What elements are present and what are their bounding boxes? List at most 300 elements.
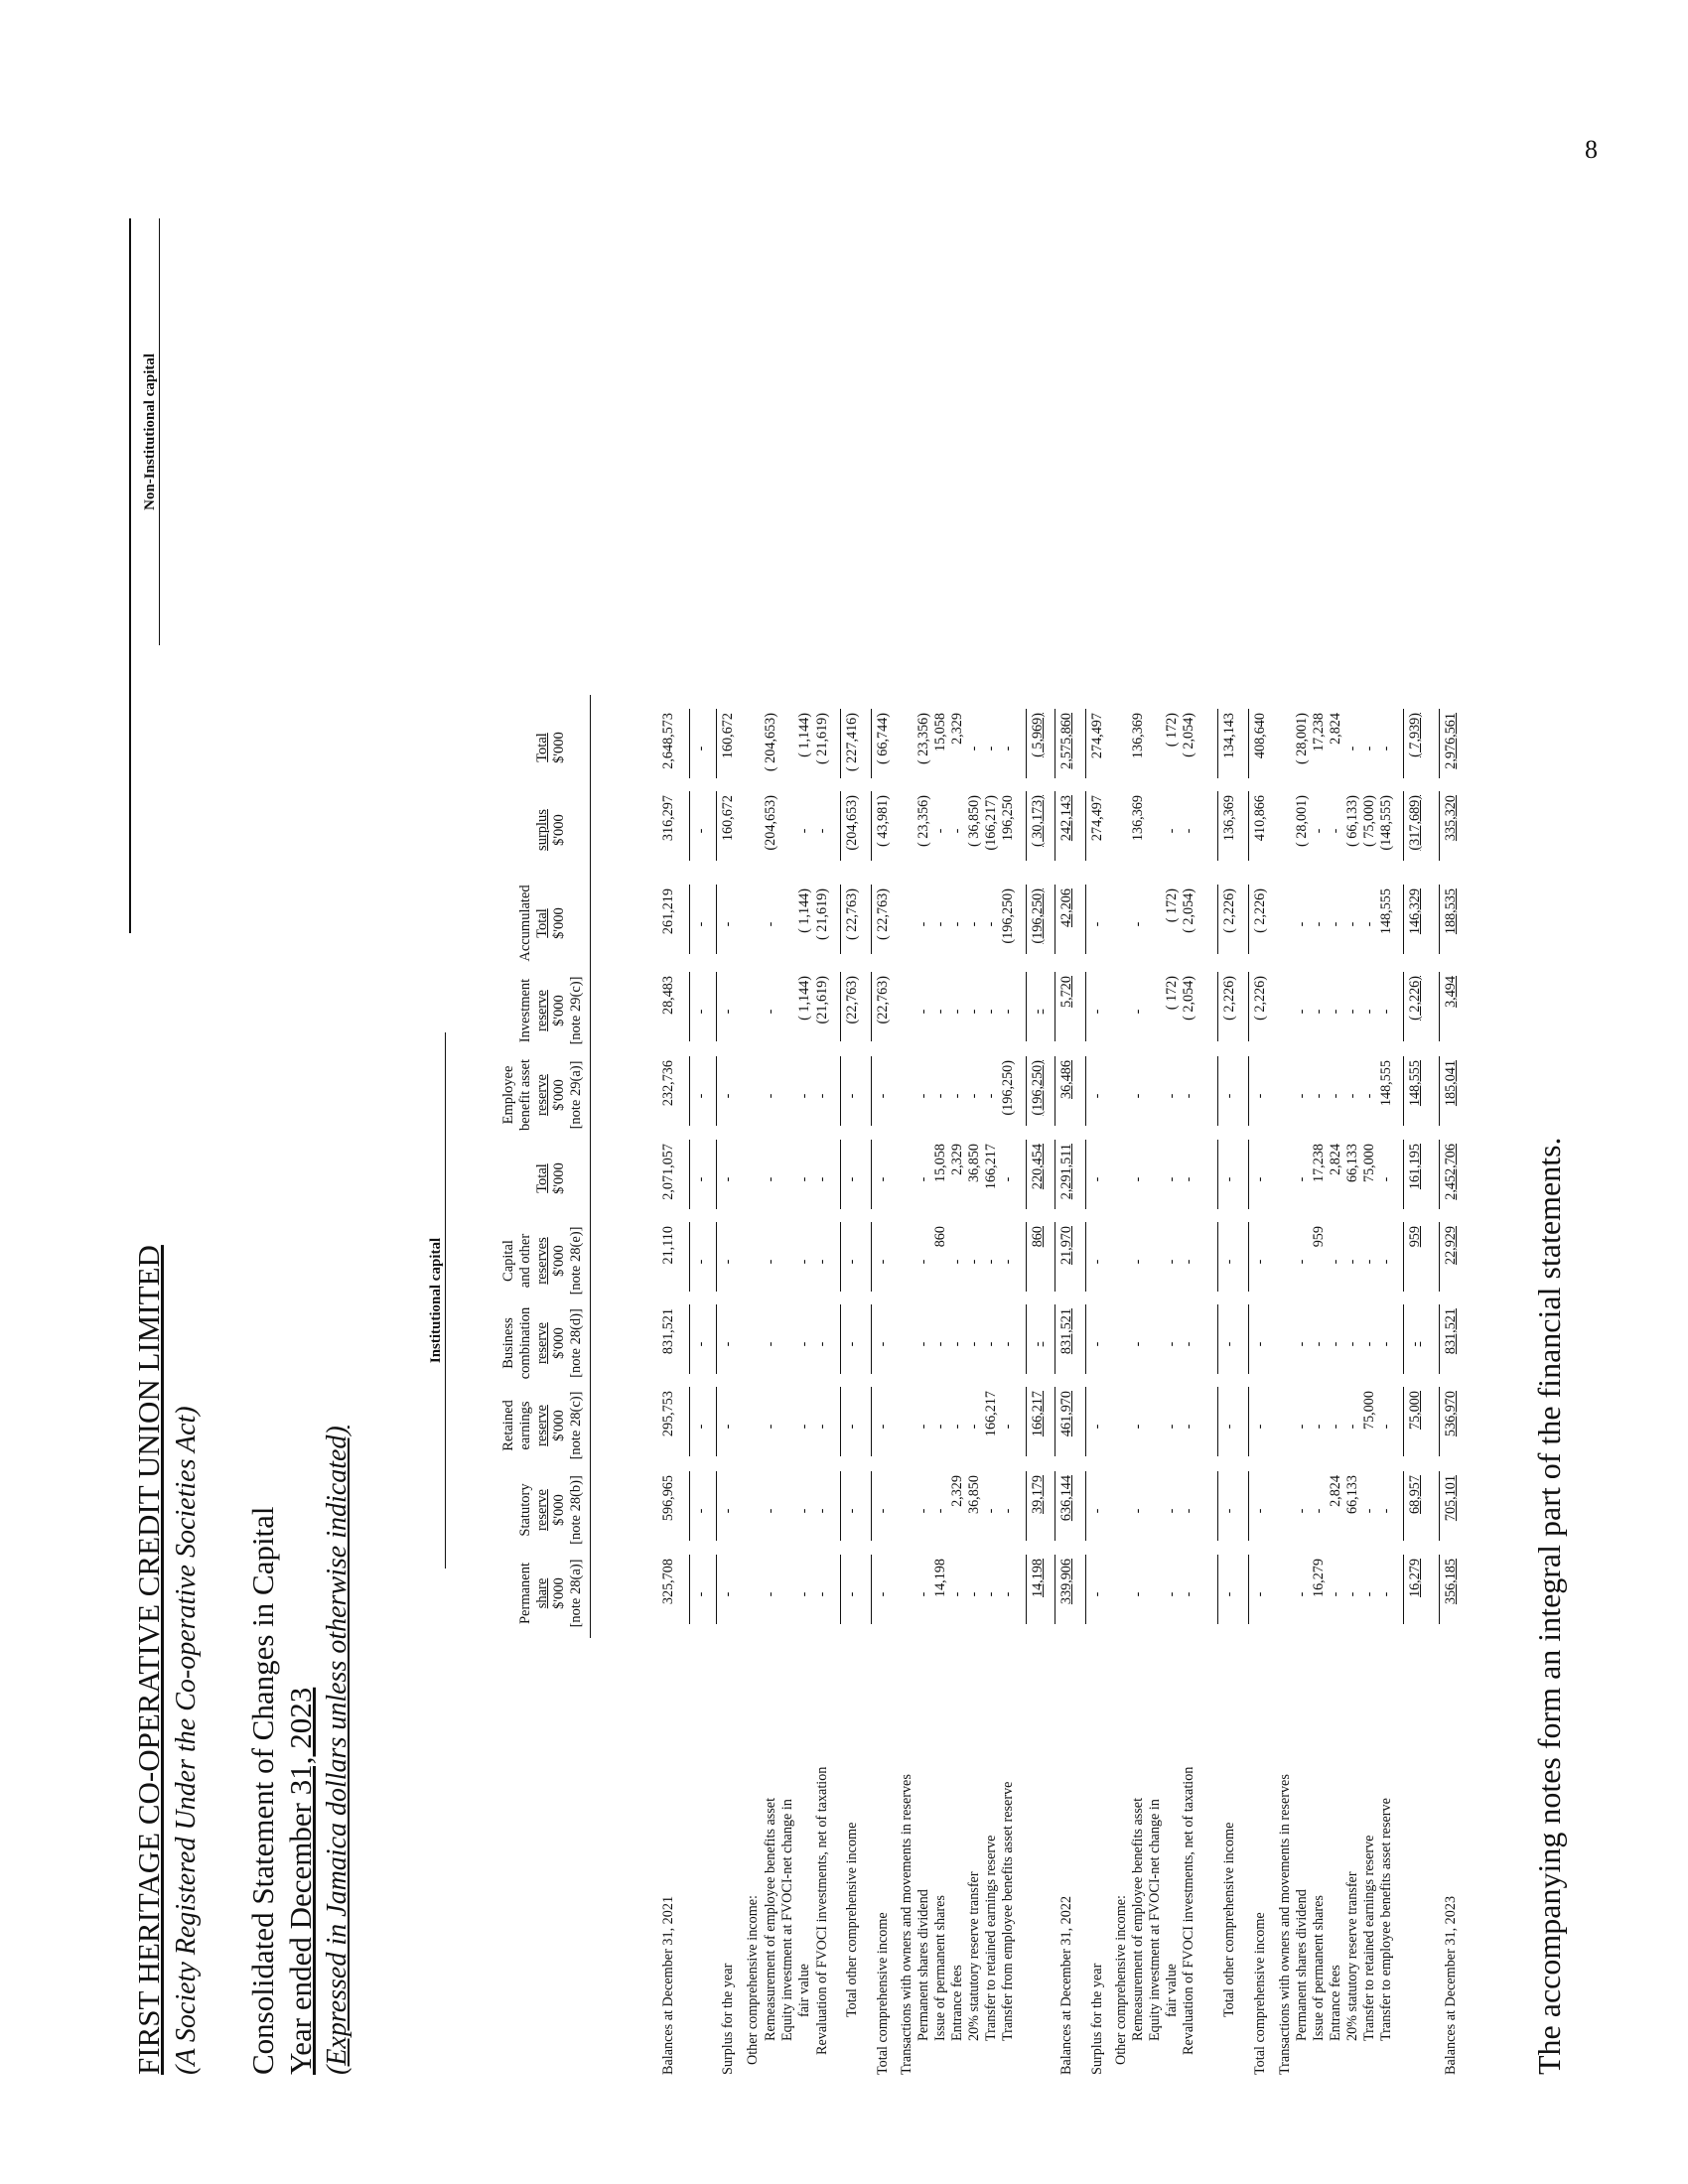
table-cell: 5,720 [1058,976,1074,1008]
table-cell: - [915,1341,931,1347]
table-cell: 261,219 [660,888,676,935]
table-cell: 16,279 [1407,1559,1423,1598]
subtotal-rule [716,972,717,1041]
table-cell: - [915,1176,931,1182]
table-cell: 274,497 [1089,795,1105,842]
table-cell: - [932,921,948,927]
column-header-line: Statutory [517,1483,533,1537]
subtotal-rule [1248,1222,1249,1292]
column-header-name: Total [534,733,550,762]
table-cell: - [1221,1093,1237,1099]
currency-note: (Expressed in Jamaica dollars unless otherwise indicated) [322,1426,352,2075]
table-cell: - [814,1093,830,1099]
table-cell: - [763,1259,778,1265]
table-cell: 2,976,561 [1443,713,1459,769]
table-cell: ( 2,226) [1252,976,1268,1021]
subtotal-rule [1217,885,1218,954]
subtotal-rule [871,972,872,1041]
table-cell: 166,217 [983,1391,999,1437]
table-cell: - [1181,1424,1196,1430]
table-cell: 3,494 [1443,976,1459,1008]
table-cell: 242,143 [1058,795,1074,842]
table-cell: - [1089,1424,1105,1430]
table-cell: ( 1,144) [796,976,812,1021]
table-cell: - [1407,1341,1423,1347]
table-cell: - [1130,921,1146,927]
row-label: Remeasurement of employee benefits asset [1130,1797,1146,2041]
subtotal-rule [1026,1222,1027,1292]
table-cell: - [844,1176,860,1182]
table-cell: - [1361,1093,1377,1099]
table-cell: 36,486 [1058,1060,1074,1100]
column-header-name: reserves [534,1237,550,1285]
table-cell: 14,198 [932,1559,948,1598]
table-cell: 2,824 [1328,713,1343,745]
table-cell: - [1000,746,1016,751]
subtotal-rule [1217,1056,1218,1126]
table-cell: - [1164,1093,1180,1099]
table-cell: ( 1,144) [796,888,812,933]
table-cell: - [720,1508,736,1514]
table-cell: - [1294,1176,1310,1182]
table-cell: 335,320 [1443,795,1459,842]
table-cell: (204,653) [844,795,860,851]
table-cell: - [1089,921,1105,927]
table-cell: - [814,1424,830,1430]
column-header-unit: $'000 [551,1410,567,1441]
row-label: Equity investment at FVOCI-net change in [779,1799,795,2041]
subtotal-rule [840,1222,841,1292]
table-cell: - [875,1424,891,1430]
subtotal-rule [1217,1304,1218,1374]
table-cell: - [1221,1259,1237,1265]
subtotal-rule [716,709,717,778]
table-cell: 28,483 [660,976,676,1016]
table-cell: (204,653) [763,795,778,851]
table-cell: - [1000,1176,1016,1182]
table-cell: - [1252,1341,1268,1347]
table-cell: 160,672 [720,795,736,842]
column-header-note: [note 28(d)] [568,1308,584,1378]
subtotal-rule [871,791,872,861]
subtotal-rule [689,709,690,778]
table-cell: 66,133 [1344,1144,1360,1183]
subtotal-rule [1403,1304,1404,1374]
table-cell: 15,058 [932,1144,948,1183]
table-cell: 136,369 [1130,795,1146,842]
table-cell: - [1311,1424,1327,1430]
table-cell: (22,763) [844,976,860,1024]
table-cell: - [1311,1341,1327,1347]
table-cell: - [844,1508,860,1514]
subtotal-rule [1439,1387,1440,1456]
table-cell: - [1089,1259,1105,1265]
table-cell: - [983,1009,999,1015]
table-cell: - [720,1176,736,1182]
table-cell: - [1089,1009,1105,1015]
table-cell: - [693,1424,709,1430]
row-label: fair value [796,1964,812,2017]
table-cell: 136,369 [1130,713,1146,759]
table-cell: - [1164,828,1180,834]
row-label: Revaluation of FVOCI investments, net of taxation [1181,1766,1196,2055]
column-header [500,1298,585,1388]
table-cell: - [966,1591,982,1597]
column-header-unit: $'000 [551,1327,567,1359]
subtotal-rule [871,1056,872,1126]
table-cell: - [1089,1591,1105,1597]
table-cell: - [1378,1341,1394,1347]
table-cell: - [1164,1591,1180,1597]
table-cell: - [693,1591,709,1597]
table-cell: 2,824 [1328,1144,1343,1175]
subtotal-rule [1439,1304,1440,1374]
subtotal-rule [1085,1555,1086,1624]
table-cell: - [1221,1341,1237,1347]
table-cell: - [1378,1508,1394,1514]
table-cell: - [1089,1176,1105,1182]
table-cell: - [875,1508,891,1514]
table-cell: 75,000 [1361,1144,1377,1183]
table-cell: - [1000,1508,1016,1514]
table-cell: - [796,1341,812,1347]
table-cell: - [1181,1591,1196,1597]
table-cell: 36,850 [966,1144,982,1183]
row-label: Other comprehensive income: [745,1895,761,2065]
table-cell: - [720,1009,736,1015]
table-cell: ( 2,054) [1181,976,1196,1021]
row-label: fair value [1164,1964,1180,2017]
column-header-name: reserve [534,1322,550,1364]
table-cell: - [983,1259,999,1265]
table-cell: - [1311,828,1327,834]
table-cell: - [983,1508,999,1514]
row-label: Transactions with owners and movements in reserves [899,1774,914,2075]
column-header-unit: $'000 [551,1245,567,1277]
row-label: Total comprehensive income [1252,1912,1268,2075]
table-cell: ( 28,001) [1294,795,1310,848]
table-cell: ( 66,133) [1344,795,1360,848]
subtotal-rule [1026,1304,1027,1374]
table-cell: - [1344,1424,1360,1430]
table-cell: ( 2,054) [1181,713,1196,757]
table-cell: - [1181,1508,1196,1514]
row-label: Equity investment at FVOCI-net change in [1147,1799,1163,2041]
column-header-line: Capital [500,1240,516,1282]
table-cell: - [1294,1259,1310,1265]
table-cell: - [1378,1009,1394,1015]
subtotal-rule [871,1387,872,1456]
table-cell: - [1000,1424,1016,1430]
subtotal-rule [840,1304,841,1374]
table-cell: - [949,1341,965,1347]
table-cell: - [932,828,948,834]
table-cell: - [983,921,999,927]
column-header-unit: $'000 [551,1494,567,1526]
table-cell: - [763,921,778,927]
table-cell: - [693,1093,709,1099]
table-cell: - [915,921,931,927]
row-label: Total other comprehensive income [1221,1822,1237,2017]
subtotal-rule [1085,1140,1086,1209]
column-header-line: Investment [517,978,533,1043]
subtotal-rule [1026,972,1027,1041]
column-header-name: share [534,1577,550,1609]
table-cell: - [693,746,709,751]
table-cell: - [720,1424,736,1430]
table-cell: - [796,1591,812,1597]
table-cell: ( 172) [1164,713,1180,748]
table-cell: - [693,1341,709,1347]
table-cell: - [1311,1508,1327,1514]
table-cell: - [1344,1591,1360,1597]
table-cell: - [915,1093,931,1099]
table-cell: - [763,1341,778,1347]
table-cell: - [966,746,982,751]
table-cell: - [720,1093,736,1099]
subtotal-rule [716,1471,717,1541]
subtotal-rule [1403,1056,1404,1126]
table-cell: - [966,1009,982,1015]
column-header-line: Retained [500,1400,516,1451]
table-cell: ( 22,763) [875,888,891,941]
table-cell: 36,850 [966,1475,982,1515]
subtotal-rule [1217,1471,1218,1541]
table-cell: - [1328,921,1343,927]
table-cell: - [1181,1176,1196,1182]
table-cell: - [693,1176,709,1182]
table-cell: - [875,1341,891,1347]
table-cell: - [983,746,999,751]
subtotal-rule [1085,1471,1086,1541]
table-cell: - [1164,1508,1180,1514]
header-top-rule [129,218,131,933]
table-cell: - [1221,1508,1237,1514]
subtotal-rule [840,709,841,778]
subtotal-rule [1439,791,1440,861]
table-cell: - [1252,1508,1268,1514]
table-cell: - [693,828,709,834]
subtotal-rule [871,1140,872,1209]
table-cell: - [949,1591,965,1597]
row-label: Entrance fees [949,1965,965,2041]
table-cell: 166,217 [983,1144,999,1190]
table-cell: - [844,1424,860,1430]
table-cell: ( 21,619) [814,888,830,941]
table-cell: - [1311,1009,1327,1015]
subtotal-rule [1439,709,1440,778]
table-cell: - [814,1508,830,1514]
table-cell: - [693,1508,709,1514]
table-cell: - [844,1591,860,1597]
table-cell: - [949,1259,965,1265]
subtotal-rule [1026,709,1027,778]
table-cell: - [844,1341,860,1347]
column-header-unit: $'000 [551,1079,567,1111]
table-cell: - [1328,1009,1343,1015]
column-header [534,1134,568,1223]
table-cell: - [875,1176,891,1182]
subtotal-rule [1248,1140,1249,1209]
table-cell: - [720,1259,736,1265]
table-cell: - [1130,1508,1146,1514]
table-cell: ( 21,619) [814,713,830,765]
table-cell: 636,144 [1058,1475,1074,1522]
table-cell: - [1294,1424,1310,1430]
subtotal-rule [840,1387,841,1456]
table-cell: - [763,1591,778,1597]
subtotal-rule [689,1471,690,1541]
table-cell: - [932,1424,948,1430]
subtotal-rule [689,1056,690,1126]
table-cell: - [1164,1176,1180,1182]
table-cell: 356,185 [1443,1559,1459,1605]
subtotal-rule [1439,1222,1440,1292]
table-cell: - [844,1259,860,1265]
subtotal-rule [840,972,841,1041]
column-header-line: and other [517,1233,533,1289]
subtotal-rule [1439,1471,1440,1541]
column-header-unit: $'000 [551,732,567,763]
subtotal-rule [871,1304,872,1374]
table-cell: - [915,1259,931,1265]
table-cell: - [1378,1591,1394,1597]
table-cell: - [1252,1424,1268,1430]
table-cell: 42,206 [1058,888,1074,928]
row-label: Balances at December 31, 2021 [660,1895,676,2075]
table-cell: - [720,1591,736,1597]
table-cell: - [814,1341,830,1347]
subtotal-rule [689,1140,690,1209]
table-cell: - [1361,1341,1377,1347]
table-cell: - [814,1176,830,1182]
row-label: Transfer to retained earnings reserve [1361,1835,1377,2041]
table-cell: - [1294,1009,1310,1015]
table-cell: ( 204,653) [763,713,778,772]
table-cell: - [720,921,736,927]
subtotal-rule [871,1471,872,1541]
row-label: Revaluation of FVOCI investments, net of taxation [814,1766,830,2055]
subtotal-rule [689,1304,690,1374]
group-non-institutional-capital: Non-Institutional capital [141,218,160,645]
table-cell: - [1252,1591,1268,1597]
subtotal-rule [716,1387,717,1456]
row-label: Transfer to retained earnings reserve [983,1835,999,2041]
table-cell: - [1344,1093,1360,1099]
table-cell: - [1252,1259,1268,1265]
subtotal-rule [1026,1555,1027,1624]
table-cell: 75,000 [1407,1391,1423,1431]
subtotal-rule [871,885,872,954]
table-cell: - [1294,1341,1310,1347]
table-cell: - [1089,1093,1105,1099]
table-cell: - [1181,1259,1196,1265]
table-cell: 161,195 [1407,1144,1423,1190]
table-cell: 134,143 [1221,713,1237,759]
group-institutional-capital: Institutional capital [427,1032,446,1569]
row-label: Issue of permanent shares [1311,1895,1327,2041]
subtotal-rule [716,791,717,861]
column-header-note: [note 29(c)] [568,976,584,1045]
table-cell: ( 23,356) [915,795,931,848]
registration-note: (A Society Registered Under the Co-operative Societies Act) [171,1406,202,2075]
row-label: Total other comprehensive income [844,1822,860,2017]
subtotal-rule [1248,1056,1249,1126]
subtotal-rule [1248,709,1249,778]
table-cell: 860 [932,1226,948,1248]
subtotal-rule [1403,885,1404,954]
rotated-statement [129,169,1678,2075]
subtotal-rule [1403,1222,1404,1292]
subtotal-rule [1248,1555,1249,1624]
subtotal-rule [1439,1140,1440,1209]
table-cell: - [1252,1176,1268,1182]
row-label: Balances at December 31, 2022 [1058,1895,1074,2075]
table-cell: - [966,1341,982,1347]
table-cell: - [932,1093,948,1099]
table-cell: 75,000 [1361,1391,1377,1431]
table-cell: 959 [1407,1226,1423,1248]
table-cell: 316,297 [660,795,676,842]
table-cell: ( 1,144) [796,713,812,757]
column-header-unit: $'000 [551,1577,567,1609]
table-cell: - [1328,828,1343,834]
table-cell: 705,101 [1443,1475,1459,1522]
subtotal-rule [1403,709,1404,778]
subtotal-rule [1085,709,1086,778]
statement-title: Consolidated Statement of Changes in Capital [245,1506,280,2075]
table-cell: - [763,1009,778,1015]
table-cell: 2,452,706 [1443,1144,1459,1200]
table-cell: - [915,1009,931,1015]
row-label: Surplus for the year [1089,1963,1105,2075]
table-cell: - [844,1093,860,1099]
subtotal-rule [1217,1140,1218,1209]
table-cell: 188,535 [1443,888,1459,935]
table-cell: - [875,1591,891,1597]
column-header-line: Accumulated [517,885,533,962]
table-cell: 2,329 [949,1144,965,1175]
table-cell: 185,041 [1443,1060,1459,1107]
table-cell: - [796,1508,812,1514]
subtotal-rule [1403,791,1404,861]
table-cell: 21,110 [660,1226,676,1265]
subtotal-rule [1085,1304,1086,1374]
column-header-name: Total [534,908,550,938]
table-cell: 461,970 [1058,1391,1074,1437]
table-cell: - [915,1424,931,1430]
subtotal-rule [1403,1555,1404,1624]
table-cell: - [1089,1508,1105,1514]
column-header-unit: $'000 [551,995,567,1026]
table-cell: - [1000,1259,1016,1265]
table-cell: 146,329 [1407,888,1423,935]
subtotal-rule [689,791,690,861]
column-header-name: Total [534,1163,550,1193]
table-cell: - [1130,1341,1146,1347]
table-cell: - [1089,1341,1105,1347]
subtotal-rule [1217,791,1218,861]
table-cell: - [966,921,982,927]
subtotal-rule [1026,791,1027,861]
table-cell: - [1344,1009,1360,1015]
subtotal-rule [1248,885,1249,954]
table-cell: - [875,1259,891,1265]
table-cell: - [796,1424,812,1430]
subtotal-rule [1026,1056,1027,1126]
table-cell: (196,250) [1030,1060,1046,1116]
row-label: Issue of permanent shares [932,1895,948,2041]
